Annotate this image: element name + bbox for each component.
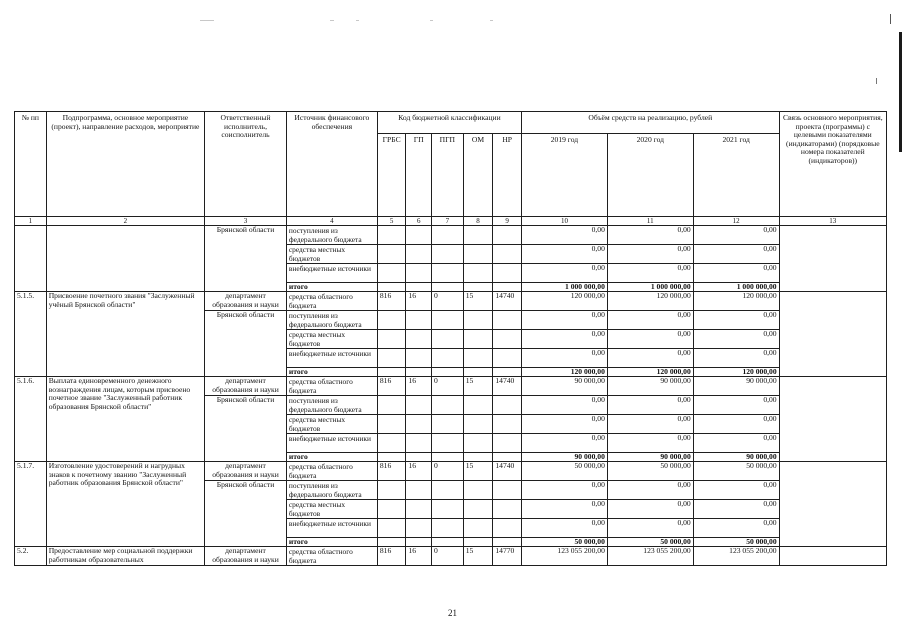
code-cell (432, 368, 464, 377)
code-cell (377, 415, 406, 434)
source-federal: поступления из федерального бюджета (286, 311, 377, 330)
code-cell (432, 311, 464, 330)
row-name-cell (46, 226, 204, 292)
col-number: 2 (46, 217, 204, 226)
code-cell (432, 283, 464, 292)
code-cell (377, 283, 406, 292)
source-federal: поступления из федерального бюджета (286, 396, 377, 415)
value-2019: 0,00 (522, 500, 608, 519)
code-cell (463, 500, 493, 519)
value-2019: 0,00 (522, 519, 608, 538)
total-2020: 50 000,00 (607, 538, 693, 547)
row-name: Выплата единовременного денежного вознаграждения лицам, которым присвоено почетное звание "Заслуженный работник образования Брянской области" (46, 377, 204, 462)
header-year-2020: 2020 год (607, 134, 693, 217)
total-2020: 1 000 000,00 (607, 283, 693, 292)
col-number: 9 (493, 217, 522, 226)
indicator-link-cell (779, 462, 886, 547)
row-responsible: Брянской области (205, 226, 287, 292)
code-cell (463, 349, 493, 368)
code-cell (377, 481, 406, 500)
row-name: Изготовление удостоверений и нагрудных знаков к почетному званию "Заслуженный работник образования Брянской области" (46, 462, 204, 547)
value-2021: 0,00 (693, 311, 779, 330)
value-2020: 0,00 (607, 226, 693, 245)
header-om: ОМ (463, 134, 493, 217)
code-cell (377, 330, 406, 349)
table-row (15, 547, 887, 566)
code-cell (432, 349, 464, 368)
col-number: 11 (607, 217, 693, 226)
code-nr: 14740 (493, 292, 522, 311)
total-2019: 1 000 000,00 (522, 283, 608, 292)
code-cell (463, 368, 493, 377)
code-nr: 14740 (493, 377, 522, 396)
value-2019: 120 000,00 (522, 292, 608, 311)
scan-artifact (490, 20, 493, 21)
value-2021: 0,00 (693, 226, 779, 245)
value-2020: 0,00 (607, 500, 693, 519)
row-responsible-region: Брянской области (205, 311, 287, 377)
code-cell (432, 519, 464, 538)
code-om: 15 (463, 547, 493, 566)
code-cell (493, 396, 522, 415)
source-extra: внебюджетные источники (286, 349, 377, 368)
code-cell (463, 264, 493, 283)
code-cell (377, 453, 406, 462)
source-federal: поступления из федерального бюджета (286, 226, 377, 245)
value-2021: 0,00 (693, 264, 779, 283)
code-cell (463, 396, 493, 415)
table-row (15, 226, 887, 245)
code-cell (432, 481, 464, 500)
value-2021: 0,00 (693, 349, 779, 368)
code-om: 15 (463, 377, 493, 396)
code-cell (493, 500, 522, 519)
code-cell (432, 500, 464, 519)
code-cell (463, 434, 493, 453)
budget-table (14, 111, 887, 566)
value-2019: 0,00 (522, 349, 608, 368)
value-2021: 0,00 (693, 519, 779, 538)
code-cell (432, 396, 464, 415)
code-cell (377, 368, 406, 377)
code-cell (406, 264, 432, 283)
code-gp: 16 (406, 547, 432, 566)
page-number: 21 (448, 608, 457, 618)
source-total: итого (286, 453, 377, 462)
value-2020: 0,00 (607, 396, 693, 415)
total-2019: 50 000,00 (522, 538, 608, 547)
code-cell (406, 245, 432, 264)
table-row (15, 377, 887, 396)
value-2020: 0,00 (607, 349, 693, 368)
col-number: 12 (693, 217, 779, 226)
value-2019: 0,00 (522, 311, 608, 330)
header-no: № пп (15, 112, 47, 217)
code-cell (432, 226, 464, 245)
row-number: 5.1.6. (15, 377, 47, 462)
code-cell (493, 245, 522, 264)
scan-artifact (330, 20, 334, 21)
row-number: 5.1.7. (15, 462, 47, 547)
code-cell (493, 264, 522, 283)
code-cell (463, 283, 493, 292)
code-cell (463, 538, 493, 547)
code-grbs: 816 (377, 377, 406, 396)
row-responsible: департамент образования и науки (205, 547, 287, 566)
header-responsible: Ответственный исполнитель, соисполнитель (205, 112, 287, 217)
total-2019: 90 000,00 (522, 453, 608, 462)
value-2020: 0,00 (607, 245, 693, 264)
code-pgp: 0 (432, 292, 464, 311)
col-number: 7 (432, 217, 464, 226)
code-pgp: 0 (432, 462, 464, 481)
value-2019: 0,00 (522, 481, 608, 500)
value-2021: 0,00 (693, 330, 779, 349)
value-2021: 0,00 (693, 500, 779, 519)
value-2019: 0,00 (522, 245, 608, 264)
code-cell (463, 311, 493, 330)
code-cell (406, 330, 432, 349)
code-om: 15 (463, 292, 493, 311)
source-regional: средства областного бюджета (286, 377, 377, 396)
row-name: Предоставление мер социальной поддержки работникам образовательных (46, 547, 204, 566)
code-nr: 14740 (493, 462, 522, 481)
value-2020: 0,00 (607, 481, 693, 500)
code-cell (377, 500, 406, 519)
scan-artifact (876, 78, 877, 84)
value-2021: 0,00 (693, 415, 779, 434)
indicator-link-cell (779, 226, 886, 292)
source-extra: внебюджетные источники (286, 264, 377, 283)
source-total: итого (286, 368, 377, 377)
value-2019: 0,00 (522, 415, 608, 434)
scan-artifact (356, 20, 359, 21)
code-grbs: 816 (377, 547, 406, 566)
value-2021: 120 000,00 (693, 292, 779, 311)
total-2019: 120 000,00 (522, 368, 608, 377)
header-year-2019: 2019 год (522, 134, 608, 217)
table-row (15, 292, 887, 311)
code-om: 15 (463, 462, 493, 481)
code-cell (432, 538, 464, 547)
header-volume: Объём средств на реализацию, рублей (522, 112, 780, 134)
code-cell (463, 453, 493, 462)
header-source: Источник финансового обеспечения (286, 112, 377, 217)
code-cell (377, 396, 406, 415)
code-gp: 16 (406, 377, 432, 396)
value-2021: 90 000,00 (693, 377, 779, 396)
code-cell (493, 330, 522, 349)
value-2020: 0,00 (607, 330, 693, 349)
code-cell (432, 453, 464, 462)
code-cell (463, 519, 493, 538)
value-2020: 0,00 (607, 264, 693, 283)
code-gp: 16 (406, 462, 432, 481)
value-2021: 0,00 (693, 481, 779, 500)
code-cell (406, 368, 432, 377)
value-2019: 123 055 200,00 (522, 547, 608, 566)
value-2019: 0,00 (522, 264, 608, 283)
value-2020: 90 000,00 (607, 377, 693, 396)
row-number: 5.2. (15, 547, 47, 566)
total-2020: 90 000,00 (607, 453, 693, 462)
col-number: 4 (286, 217, 377, 226)
code-cell (493, 226, 522, 245)
code-cell (406, 453, 432, 462)
row-number-cell (15, 226, 47, 292)
source-local: средства местных бюджетов (286, 330, 377, 349)
row-responsible-region: Брянской области (205, 481, 287, 547)
code-cell (406, 538, 432, 547)
scan-artifact (430, 20, 433, 21)
code-cell (432, 330, 464, 349)
value-2019: 90 000,00 (522, 377, 608, 396)
source-total: итого (286, 283, 377, 292)
header-grbs: ГРБС (377, 134, 406, 217)
code-cell (406, 519, 432, 538)
source-local: средства местных бюджетов (286, 245, 377, 264)
value-2021: 0,00 (693, 434, 779, 453)
code-cell (432, 245, 464, 264)
value-2019: 0,00 (522, 396, 608, 415)
header-nr: НР (493, 134, 522, 217)
source-regional: средства областного бюджета (286, 547, 377, 566)
row-number: 5.1.5. (15, 292, 47, 377)
code-cell (406, 226, 432, 245)
col-number: 8 (463, 217, 493, 226)
source-regional: средства областного бюджета (286, 292, 377, 311)
col-number: 5 (377, 217, 406, 226)
value-2019: 0,00 (522, 434, 608, 453)
code-cell (493, 368, 522, 377)
total-2021: 120 000,00 (693, 368, 779, 377)
code-pgp: 0 (432, 547, 464, 566)
code-cell (493, 538, 522, 547)
code-cell (432, 434, 464, 453)
code-cell (493, 311, 522, 330)
source-total: итого (286, 538, 377, 547)
value-2021: 0,00 (693, 245, 779, 264)
code-pgp: 0 (432, 377, 464, 396)
code-cell (463, 481, 493, 500)
code-cell (377, 226, 406, 245)
code-cell (406, 396, 432, 415)
col-number: 3 (205, 217, 287, 226)
code-gp: 16 (406, 292, 432, 311)
row-responsible: департамент образования и науки (205, 462, 287, 481)
value-2020: 0,00 (607, 311, 693, 330)
indicator-link-cell (779, 292, 886, 377)
value-2020: 50 000,00 (607, 462, 693, 481)
code-cell (377, 264, 406, 283)
col-number: 1 (15, 217, 47, 226)
row-name: Присвоение почетного звания "Заслуженный учёный Брянской области" (46, 292, 204, 377)
code-grbs: 816 (377, 462, 406, 481)
header-pgp: ПГП (432, 134, 464, 217)
code-cell (377, 311, 406, 330)
value-2021: 123 055 200,00 (693, 547, 779, 566)
value-2020: 0,00 (607, 434, 693, 453)
header-year-2021: 2021 год (693, 134, 779, 217)
code-cell (432, 264, 464, 283)
code-cell (377, 434, 406, 453)
source-extra: внебюджетные источники (286, 434, 377, 453)
code-cell (406, 500, 432, 519)
col-number: 10 (522, 217, 608, 226)
source-extra: внебюджетные источники (286, 519, 377, 538)
value-2021: 0,00 (693, 396, 779, 415)
code-cell (377, 538, 406, 547)
code-cell (493, 415, 522, 434)
code-cell (463, 415, 493, 434)
source-local: средства местных бюджетов (286, 415, 377, 434)
header-link: Связь основного мероприятия, проекта (программы) с целевыми показателями (индикаторами) (порядковые номера показателей (индикаторов)) (779, 112, 886, 217)
scan-artifact (200, 20, 214, 21)
indicator-link-cell (779, 547, 886, 566)
col-number: 6 (406, 217, 432, 226)
code-cell (463, 245, 493, 264)
code-cell (406, 311, 432, 330)
column-number-row (15, 217, 887, 226)
source-local: средства местных бюджетов (286, 500, 377, 519)
code-nr: 14770 (493, 547, 522, 566)
code-cell (406, 415, 432, 434)
value-2020: 120 000,00 (607, 292, 693, 311)
scan-edge-mark (899, 32, 902, 152)
code-cell (493, 283, 522, 292)
code-grbs: 816 (377, 292, 406, 311)
source-federal: поступления из федерального бюджета (286, 481, 377, 500)
table-row (15, 462, 887, 481)
header-budget-code: Код бюджетной классификации (377, 112, 521, 134)
value-2021: 50 000,00 (693, 462, 779, 481)
code-cell (493, 481, 522, 500)
row-responsible-region: Брянской области (205, 396, 287, 462)
code-cell (493, 453, 522, 462)
code-cell (406, 434, 432, 453)
header-name: Подпрограмма, основное мероприятие (проект), направление расходов, мероприятие (46, 112, 204, 217)
value-2019: 50 000,00 (522, 462, 608, 481)
code-cell (377, 245, 406, 264)
total-2021: 90 000,00 (693, 453, 779, 462)
total-2021: 1 000 000,00 (693, 283, 779, 292)
scan-artifact (890, 14, 891, 24)
row-responsible: департамент образования и науки (205, 292, 287, 311)
source-regional: средства областного бюджета (286, 462, 377, 481)
value-2020: 0,00 (607, 519, 693, 538)
code-cell (377, 519, 406, 538)
total-2020: 120 000,00 (607, 368, 693, 377)
code-cell (493, 519, 522, 538)
value-2019: 0,00 (522, 226, 608, 245)
code-cell (493, 434, 522, 453)
code-cell (377, 349, 406, 368)
total-2021: 50 000,00 (693, 538, 779, 547)
value-2020: 123 055 200,00 (607, 547, 693, 566)
col-number: 13 (779, 217, 886, 226)
value-2020: 0,00 (607, 415, 693, 434)
row-responsible: департамент образования и науки (205, 377, 287, 396)
code-cell (406, 283, 432, 292)
code-cell (406, 349, 432, 368)
code-cell (493, 349, 522, 368)
code-cell (432, 415, 464, 434)
code-cell (463, 226, 493, 245)
indicator-link-cell (779, 377, 886, 462)
header-gp: ГП (406, 134, 432, 217)
value-2019: 0,00 (522, 330, 608, 349)
code-cell (463, 330, 493, 349)
code-cell (406, 481, 432, 500)
